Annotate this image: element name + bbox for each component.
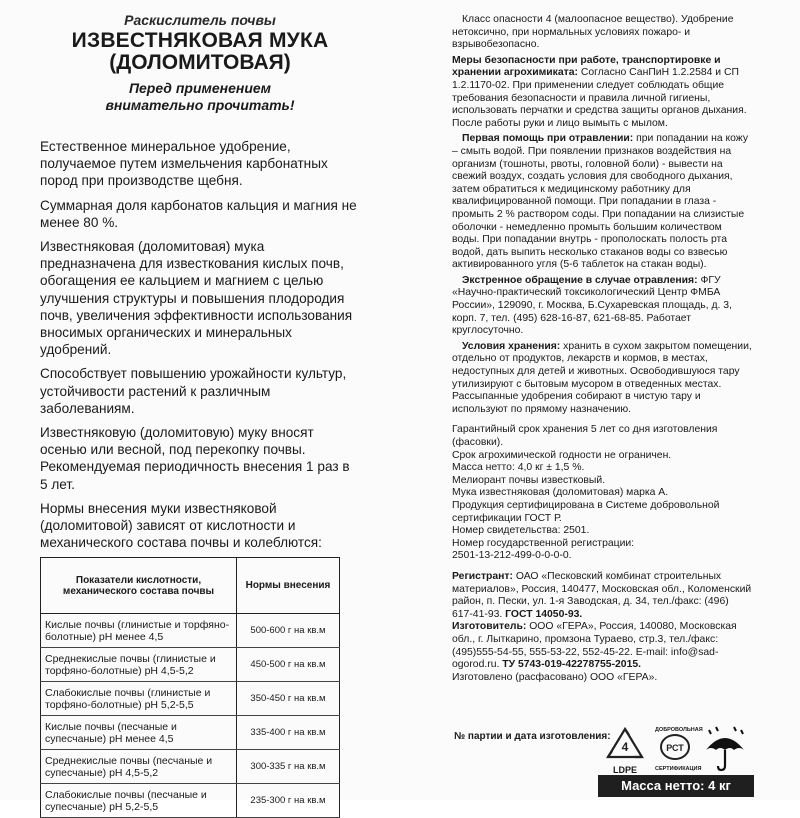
table-row (41, 716, 340, 750)
cert-circle-icon (655, 733, 695, 761)
hazard-class: Класс опасности 4 (малоопасное вещество). Удобрение нетоксично, при нормальных условиях пожаро- и взрывобезопасно. (452, 14, 734, 51)
umbrella-icon (700, 724, 750, 774)
recycle-icon (604, 726, 646, 775)
table-row (41, 648, 340, 682)
product-subtitle: Раскислитель почвы (124, 12, 276, 28)
application-norms-table (40, 557, 340, 818)
shelf-life: Гарантийный срок хранения 5 лет со дня изготовления (фасовки). (452, 424, 718, 448)
right-column (452, 14, 752, 684)
gost-text: ГОСТ 14050-93. (505, 608, 583, 620)
product-title-line2: (ДОЛОМИТОВАЯ) (109, 51, 291, 74)
manufacturer-body: ООО «ГЕРА», Россия, 140080, Московская обл., г. Лыткарино, промзона Тураево, стр.3, тел./факс: (495)555-54-55, 555-53-22, 552-45-22. E-mail: info@sad-ogorod.ru. (452, 621, 737, 671)
registrant-body: ОАО «Песковский комбинат строительных материалов», Россия, 140477, Московская обл., Коломенский район, п. Пески, ул. 1-я Заводская, д. 34, тел./факс: (496) 617-41-93. (452, 570, 752, 620)
description-paragraph: Естественное минеральное удобрение, получаемое путем измельчения карбонатных пород при производстве щебня. (40, 139, 328, 189)
table-header-soil: Показатели кислотности, механического состава почвы (41, 558, 237, 614)
meliorant-text: Мелиорант почвы известковый. (452, 474, 606, 486)
table-header-row (41, 558, 340, 614)
table-cell-norm: 300-335 г на кв.м (237, 750, 340, 784)
net-mass-text: Масса нетто: 4,0 кг ± 1,5 %. (452, 462, 585, 474)
packed-by: Изготовлено (расфасовано) ООО «ГЕРА». (452, 671, 658, 683)
cert-number: Номер свидетельства: 2501. (452, 525, 590, 537)
product-title: ИЗВЕСТНЯКОВАЯ МУКА (71, 29, 329, 52)
table-cell-norm: 450-500 г на кв.м (237, 648, 340, 682)
table-cell-soil: Кислые почвы (глинистые и торфяно-болотные) pH менее 4,5 (41, 614, 237, 648)
certified-text: Продукция сертифицирована в Системе добровольной сертификации ГОСТ Р. (452, 499, 720, 524)
table-header-norm: Нормы внесения (237, 558, 340, 614)
ldpe-label: LDPE (612, 765, 637, 775)
storage-body: хранить в сухом закрытом помещении, отдельно от продуктов, лекарств и кормов, в местах, недоступных для детей и животных. Освободившуюся тару утилизируют с бытовым мусором в отведенных местах. Рассыпанные удобрения собирают в чистую тару и используют по прямому назначению. (452, 340, 752, 415)
table-cell-norm: 500-600 г на кв.м (237, 614, 340, 648)
safety-body: Согласно СанПиН 1.2.2584 и СП 1.2.1170-02. При применении следует соблюдать общие требования безопасности и правила личной гигиены, использовать перчатки и средства защиты органов дыхания. После работы руки и лицо вымыть с мылом. (452, 67, 747, 129)
table-cell-norm: 235-300 г на кв.м (237, 784, 340, 818)
cert-mark-bottom: СЕРТИФИКАЦИЯ (655, 766, 702, 772)
left-column (40, 12, 360, 818)
state-reg-value: 2501-13-212-499-0-0-0-0. (452, 550, 572, 562)
emergency-title: Экстренное обращение в случае отравления: (462, 274, 698, 286)
tu-text: ТУ 5743-019-42278755-2015. (502, 659, 642, 671)
read-warning-line1: Перед применением (128, 80, 272, 96)
cert-mark-center: РСТ (666, 743, 684, 753)
manufacturer-title: Изготовитель: (452, 621, 527, 633)
table-cell-soil: Слабокислые почвы (глинистые и торфяно-болотные) pH 5,2-5,5 (41, 682, 237, 716)
purpose-paragraph: Известняковая (доломитовая) мука предназначена для известкования кислых почв, обогащения ее кальцием и магнием с целью улучшения структуры и повышения плодородия почв, увеличения эффективности использования вносимых органических и минеральных удобрений. (40, 239, 353, 358)
table-cell-soil: Слабокислые почвы (песчаные и супесчаные) pH 5,2-5,5 (41, 784, 237, 818)
agro-life: Срок агрохимической годности не ограничен. (452, 449, 672, 461)
table-cell-soil: Среднекислые почвы (глинистые и торфяно-болотные) pH 4,5-5,2 (41, 648, 237, 682)
ldpe-code: 4 (621, 740, 629, 754)
table-cell-norm: 350-450 г на кв.м (237, 682, 340, 716)
brand-text: Мука известняковая (доломитовая) марка А. (452, 487, 669, 499)
benefit-paragraph: Способствует повышению урожайности культур, устойчивости растений к различным заболеваниям. (40, 366, 347, 416)
table-row (41, 750, 340, 784)
safety-title: Меры безопасности при работе, транспортировке и хранении агрохимиката: (452, 54, 721, 79)
table-cell-norm: 335-400 г на кв.м (237, 716, 340, 750)
emergency-body: ФГУ «Научно-практический токсикологический Центр ФМБА России», 129090, г. Москва, Б.Сухаревская площадь, д. 3, корп. 7, тел. (495) 628-16-87, 621-68-85. Работает круглосуточно. (452, 274, 732, 337)
read-warning-line2: внимательно прочитать! (105, 97, 295, 113)
batch-date-label: № партии и дата изготовления: (454, 731, 611, 742)
net-mass-box: Масса нетто: 4 кг (598, 775, 754, 797)
first-aid-body: при попадании на кожу – смыть водой. При появлении признаков воздействия на организм (тошноты, рвоты, головной боли) - вывести на свежий воздух, создать условия для свободного дыхания, затем обратиться к медицинскому работнику для квалифицированной помощи. При попадании в глаза - промыть 2 % раствором соды. При попадании на слизистые оболочки - немедленно промыть большим количеством воды. При попадании внутрь - прополоскать полость рта водой, дать выпить несколько стаканов воды со взвесью активированного угля (5-6 таблеток на стакан воды). (452, 133, 749, 271)
read-warning (40, 80, 360, 114)
product-info (452, 424, 752, 563)
storage-title: Условия хранения: (462, 340, 561, 352)
certification-mark-icon (655, 727, 703, 772)
table-cell-soil: Среднекислые почвы (песчаные и супесчаные) pH 4,5-5,2 (41, 750, 237, 784)
table-row (41, 614, 340, 648)
rain-drops (709, 727, 743, 734)
registrant-title: Регистрант: (452, 570, 513, 582)
cert-mark-top: ДОБРОВОЛЬНАЯ (655, 727, 703, 733)
application-paragraph: Известняковую (доломитовую) муку вносят осенью или весной, под перекопку почвы. Рекомендуемая периодичность внесения 1 раз в 5 лет. (40, 425, 350, 492)
legal-info (452, 571, 752, 684)
first-aid-title: Первая помощь при отравлении: (462, 133, 634, 145)
table-row (41, 682, 340, 716)
state-reg-title: Номер государственной регистрации: (452, 537, 635, 549)
norms-intro: Нормы внесения муки известняковой (доломитовой) зависят от кислотности и механического состава почвы и колеблются: (40, 500, 322, 551)
table-row (41, 784, 340, 818)
carbonate-share: Суммарная доля карбонатов кальция и магния не менее 80 %. (40, 197, 357, 230)
table-cell-soil: Кислые почвы (песчаные и супесчаные) pH менее 4,5 (41, 716, 237, 750)
recycle-triangle-icon (604, 726, 646, 760)
